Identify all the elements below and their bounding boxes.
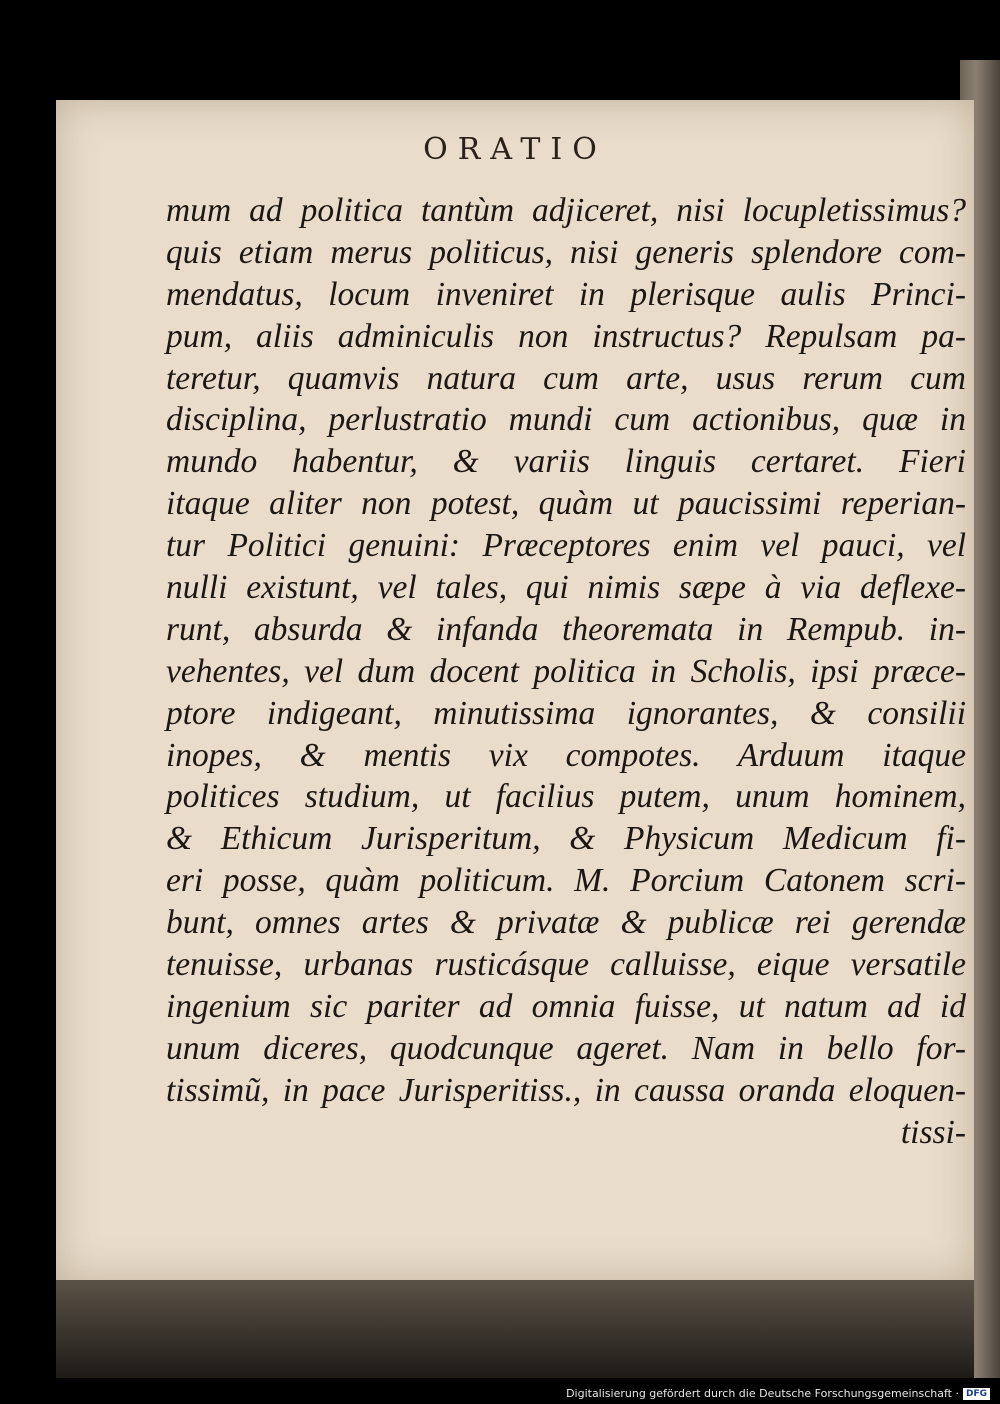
text-line: unum diceres, quodcunque ageret. Nam in bello for- xyxy=(166,1029,966,1067)
book-lower-strip xyxy=(56,1280,974,1378)
text-line: mum ad politica tantùm adjiceret, nisi locupletissimus? xyxy=(166,192,966,229)
text-line: tissimũ, in pace Jurisperitiss., in caussa oranda eloquen- xyxy=(166,1071,966,1109)
footer-credit: Digitalisierung gefördert durch die Deutsche Forschungsgemeinschaft · xyxy=(566,1387,959,1400)
text-line: & Ethicum Jurisperitum, & Physicum Medicum fi- xyxy=(166,820,966,858)
digitization-footer xyxy=(566,1387,990,1400)
text-line: runt, absurda & infanda theoremata in Rempub. in- xyxy=(166,610,966,648)
text-line: disciplina, perlustratio mundi cum actionibus, quæ in xyxy=(166,401,966,439)
running-header: ORATIO xyxy=(423,132,607,167)
text-line: vehentes, vel dum docent politica in Scholis, ipsi præce- xyxy=(166,652,966,690)
page-body xyxy=(166,190,966,1153)
text-line: inopes, & mentis vix compotes. Arduum itaque xyxy=(166,736,966,774)
text-line: nulli existunt, vel tales, qui nimis sæpe à via deflexe- xyxy=(166,569,966,607)
text-line: pum, aliis adminiculis non instructus? Repulsam pa- xyxy=(166,317,966,355)
text-line: quis etiam merus politicus, nisi generis splendore com- xyxy=(166,233,966,271)
text-line: ingenium sic pariter ad omnia fuisse, ut natum ad id xyxy=(166,987,966,1025)
catchword: tissi- xyxy=(900,1113,966,1151)
text-line: eri posse, quàm politicum. M. Porcium Catonem scri- xyxy=(166,862,966,900)
text-line: mundo habentur, & variis linguis certaret. Fieri xyxy=(166,443,966,481)
text-line: teretur, quamvis natura cum arte, usus rerum cum xyxy=(166,359,966,397)
text-line: ptore indigeant, minutissima ignorantes, & consilii xyxy=(166,694,966,732)
book-page xyxy=(56,100,974,1280)
text-line: mendatus, locum inveniret in plerisque aulis Princi- xyxy=(166,275,966,313)
text-line: tenuisse, urbanas rusticásque calluisse, eique versatile xyxy=(166,946,966,984)
text-line: tur Politici genuini: Præceptores enim vel pauci, vel xyxy=(166,527,966,565)
text-line: politices studium, ut facilius putem, unum hominem, xyxy=(166,778,966,816)
text-line: bunt, omnes artes & privatæ & publicæ rei gerendæ xyxy=(166,904,966,942)
text-line: itaque aliter non potest, quàm ut paucissimi reperian- xyxy=(166,485,966,523)
dfg-logo: DFG xyxy=(963,1388,990,1400)
